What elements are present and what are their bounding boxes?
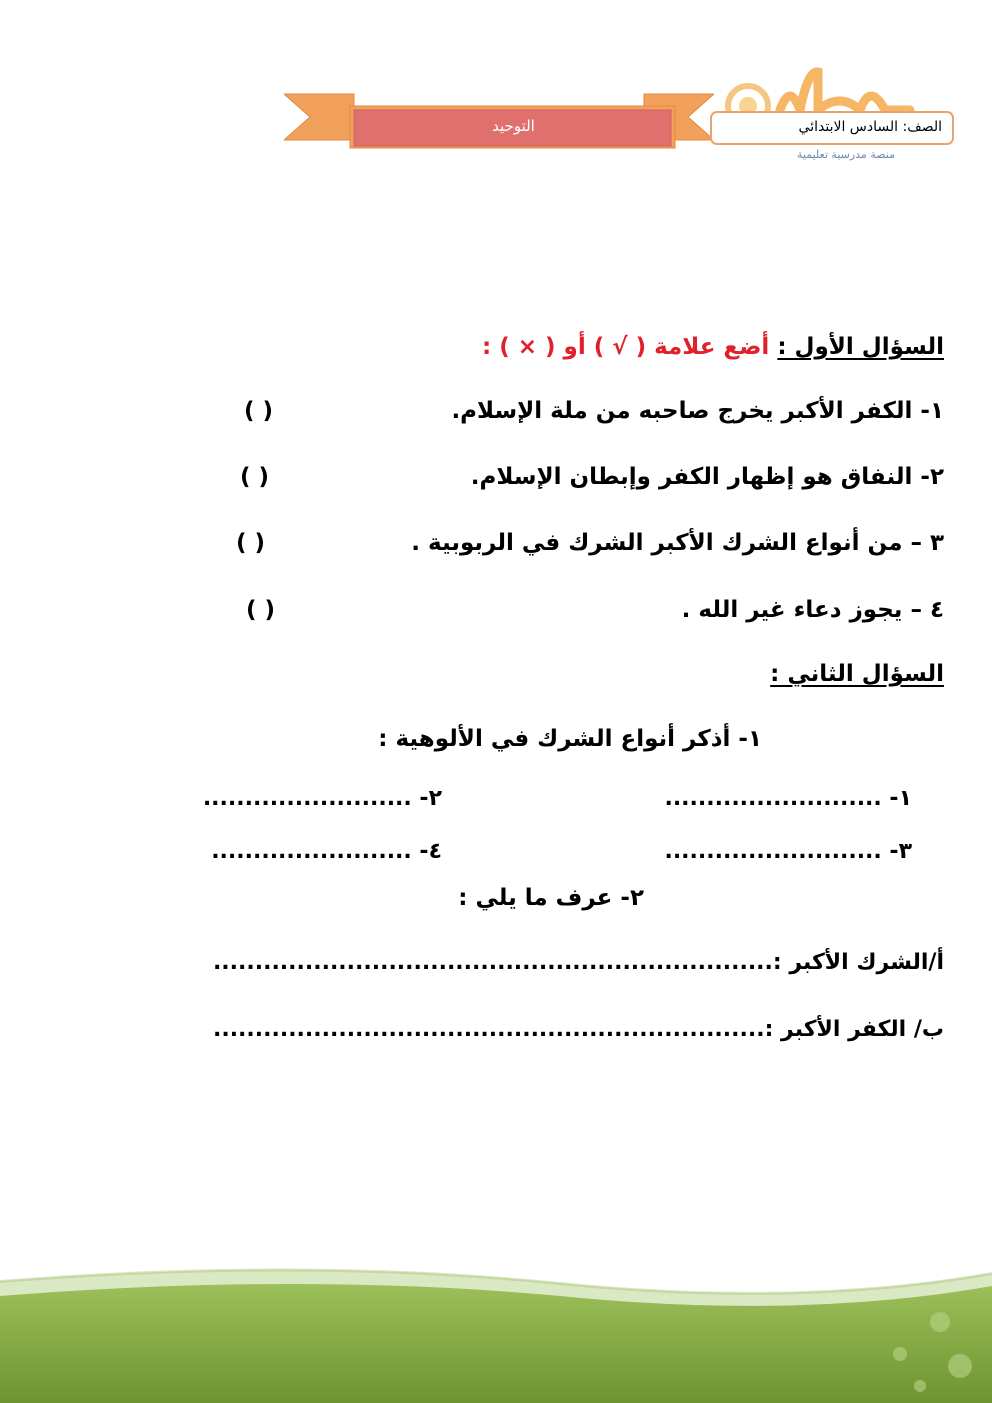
q2-sub1: ١- أذكر أنواع الشرك في الألوهية : — [378, 726, 762, 752]
q2-sub2: ٢- عرف ما يلي : — [458, 885, 644, 911]
grade-label: الصف: السادس الابتدائي — [798, 119, 942, 135]
question-1-instruction: أضع علامة ( √ ) أو ( × ) : — [482, 334, 770, 360]
q1-item-2: ٢- النفاق هو إظهار الكفر وإبطان الإسلام. — [470, 464, 944, 490]
q1-item-3: ٣ – من أنواع الشرك الأكبر الشرك في الربوبية . — [411, 530, 944, 556]
subject-title: التوحيد — [492, 117, 535, 135]
q1-item-4: ٤ – يجوز دعاء غير الله . — [681, 597, 944, 623]
footer-decoration — [0, 1262, 992, 1403]
answer-box-3[interactable]: ( ) — [236, 530, 266, 556]
answer-box-4[interactable]: ( ) — [246, 597, 276, 623]
question-1-heading: السؤال الأول : — [777, 334, 944, 360]
answer-line-4[interactable]: ٤- ........................ — [211, 839, 442, 864]
grade-box — [710, 111, 954, 145]
definition-b[interactable]: ب/ الكفر الأكبر :.................................................................. — [212, 1017, 944, 1042]
logo-tagline: منصة مدرسية تعليمية — [797, 148, 895, 161]
question-2-heading: السؤال الثاني : — [770, 661, 944, 687]
answer-line-2[interactable]: ٢- ......................... — [202, 786, 442, 811]
answer-box-2[interactable]: ( ) — [240, 464, 270, 490]
question-2-header — [770, 661, 944, 687]
question-1-header — [482, 334, 944, 360]
answer-box-1[interactable]: ( ) — [244, 398, 274, 424]
definition-a[interactable]: أ/الشرك الأكبر :................................................................... — [212, 950, 944, 975]
answer-line-3[interactable]: ٣- .......................... — [664, 839, 912, 864]
answer-line-1[interactable]: ١- .......................... — [664, 786, 912, 811]
q1-item-1: ١- الكفر الأكبر يخرج صاحبه من ملة الإسلام. — [451, 398, 944, 424]
